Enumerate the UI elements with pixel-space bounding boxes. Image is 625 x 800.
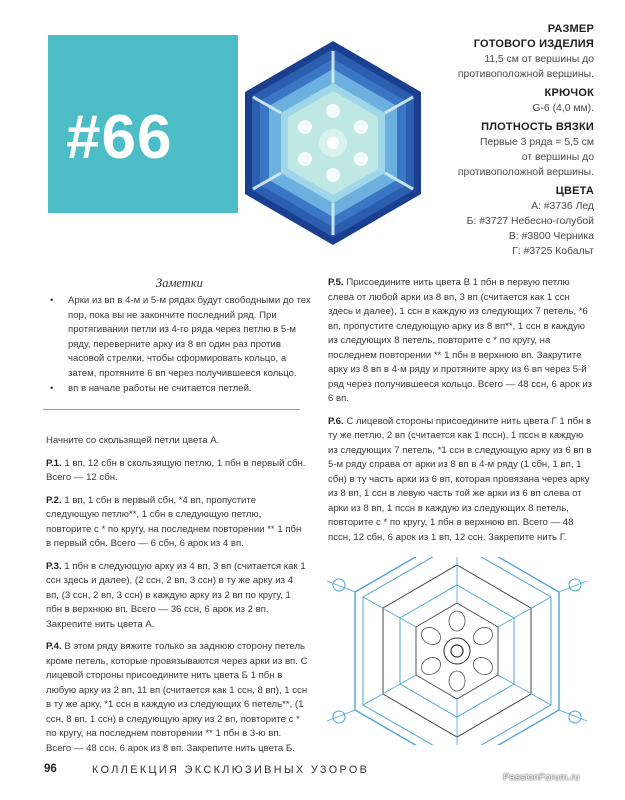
- gauge-text-2: от вершины до: [521, 152, 594, 163]
- row-text: С лицевой стороны присоедините нить цвета Г 1 пбн в ту же петлю, 2 вп (считается как 1 пссн), 1 пссн в каждую из следующих 7 петель, *1 ссн в следующую арку из 6 вп в 5-м ряду справа от арки из 8 вп в 4-м ряду (1 сбн, 1 вп, 1 сбн) в ту часть арки из 6 вп, которая провязана через арку из 8 вп, 1 ссн в левую часть той же арки из 6 вп слева от арки из 8 вп, 1 пссн в каждую из следующих 8 петель, повторите с * по кругу, 1 пбн в верхнюю вп. Всего — 48 пссн, 12 сбн, 6 арок из 1 вп, 12 ссн. Закрепите нить Г.: [328, 415, 592, 543]
- row-2: [46, 494, 308, 552]
- size-heading-1: РАЗМЕР: [547, 23, 594, 35]
- notes-divider: [43, 409, 300, 410]
- row-5: [328, 276, 594, 407]
- row-label: Р.4.: [46, 641, 62, 652]
- size-text-1: 11,5 см от вершины до: [484, 54, 594, 65]
- row-label: Р.3.: [46, 560, 62, 572]
- row-label: Р.5.: [328, 277, 344, 288]
- color-b: Б: #3727 Небесно-голубой: [466, 216, 594, 227]
- hook-text: G-6 (4,0 мм).: [532, 103, 594, 114]
- specs-block: [404, 22, 594, 259]
- row-text: 1 пбн в следующую арку из 4 вп, 3 вп (считается как 1 ссн здесь и далее), (2 ссн, 2 вп, 3 ссн) в ту же арку из 4 вп, (3 ссн, 2 вп, 3 ссн) в каждую арку из 2 вп по кругу, 1 пбн в верхнюю вп. Всего — 36 ссн, 6 арок из 2 вп. Закрепите нить цвета А.: [46, 560, 306, 630]
- color-a: А: #3736 Лед: [531, 201, 594, 212]
- instructions-right-column: [328, 276, 594, 553]
- gauge-text-3: противоположной вершины.: [457, 167, 594, 178]
- intro-text: Начните со скользящей петли цвета А.: [46, 435, 220, 446]
- row-text: Присоедините нить цвета В 1 пбн в первую петлю слева от любой арки из 8 вп, 3 вп (считается как 1 ссн здесь и далее), 1 ссн в каждую из следующих 7 петель, *6 вп, пропустите следующую арку из 8 вп**, 1 ссн в каждую из следующих 8 петель, повторите с * по кругу, на последнем повторении ** 1 пбн в верхнюю вп. Закрутите арку из 8 вп в 4-м ряду и протяните арку из 6 вп через 5-й ряд через получившееся кольцо. Всего — 48 ссн, 6 арок из 6 вп.: [328, 277, 593, 404]
- size-text-2: противоположной вершины.: [457, 69, 594, 80]
- row-text: 1 вп, 12 сбн в скользящую петлю, 1 пбн в первый сбн. Всего — 12 сбн.: [46, 457, 306, 483]
- colors-heading: ЦВЕТА: [555, 185, 594, 197]
- row-6: [328, 415, 594, 546]
- notes-list: [50, 294, 312, 396]
- pattern-number: #66: [66, 103, 173, 172]
- color-v: В: #3800 Черника: [508, 231, 594, 242]
- row-1: [46, 457, 308, 486]
- instructions-left-column: [46, 434, 308, 764]
- row-text: В этом ряду вяжите только за заднюю сторону петель кроме петель, которые провязываются через арки из вп. С лицевой стороны присоедините нить цвета Б 1 пбн в любую арку из 2 вп, 11 вп (считается как 1 ссн, 8 вп), 1 ссн в ту же арку, *1 ссн в каждую из следующих 6 петель**, (1 ссн, 8 вп, 1 ссн) в следующую арку из 2 вп, повторите с * по кругу, на последнем повторении ** 1 пбн в 3-ю вп. Всего — 48 ссн, 6 арок из 8 вп. Закрепите нить цвета Б.: [46, 641, 308, 754]
- gauge-heading: ПЛОТНОСТЬ ВЯЗКИ: [481, 121, 594, 133]
- crochet-chart-diagram: [314, 557, 600, 745]
- row-label: Р.2.: [46, 494, 62, 506]
- note-item: • вп в начале работы не считается петлей.: [50, 382, 312, 397]
- row-4: [46, 640, 308, 756]
- footer-title: КОЛЛЕКЦИЯ ЭКСКЛЮЗИВНЫХ УЗОРОВ: [92, 764, 370, 776]
- watermark: PassionForum.ru: [503, 772, 580, 783]
- gauge-text-1: Первые 3 ряда = 5,5 см: [480, 137, 594, 148]
- hexagon-motif: [245, 41, 421, 245]
- size-heading-2: ГОТОВОГО ИЗДЕЛИЯ: [473, 38, 594, 50]
- page-number: 96: [44, 763, 57, 775]
- row-label: Р.6.: [328, 415, 344, 427]
- color-g: Г: #3725 Кобальт: [512, 246, 594, 257]
- hook-heading: КРЮЧОК: [544, 87, 594, 99]
- row-text: 1 вп, 1 сбн в первый сбн, *4 вп, пропустите следующую петлю**, 1 сбн в следующую петлю, повторите с * по кругу, на последнем повторении ** 1 пбн в первый сбн. Всего — 6 сбн, 6 арок из 4 вп.: [46, 494, 302, 549]
- note-item: • Арки из вп в 4-м и 5-м рядах будут свободными до тех пор, пока вы не закончите последний ряд. При протягивании петли из 4-го ряда через петлю в 5-м ряду, переверните арку из 8 вп один раз против часовой стрелки, чтобы сформировать кольцо, а затем, протяните 6 вп через получившееся кольцо.: [50, 294, 312, 382]
- notes-title: Заметки: [156, 276, 203, 290]
- row-label: Р.1.: [46, 457, 62, 469]
- row-3: [46, 560, 308, 633]
